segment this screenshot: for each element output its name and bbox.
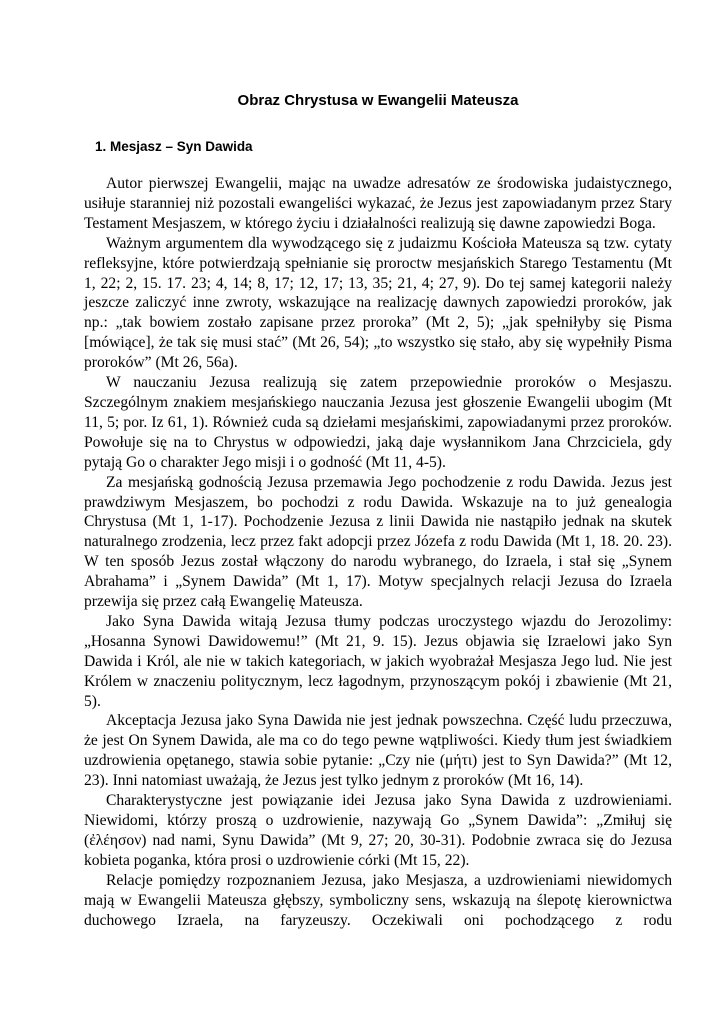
paragraph: Charakterystyczne jest powiązanie idei Jezusa jako Syna Dawida z uzdrowieniami. Niewidomi, którzy proszą o uzdrowienie, nazywają Go „Synem Dawida”: „Zmiłuj się (ἐλέησον) nad nami, Synu Dawida” (Mt 9, 27; 20, 30-31). Podobnie zwraca się do Jezusa kobieta poganka, która prosi o uzdrowienie córki (Mt 15, 22).	[84, 792, 672, 869]
paragraph: Ważnym argumentem dla wywodzącego się z judaizmu Kościoła Mateusza są tzw. cytaty refleksyjne, które potwierdzają spełnianie się proroctw mesjańskich Starego Testamentu (Mt 1, 22; 2, 15. 17. 23; 4, 14; 8, 17; 12, 17; 13, 35; 21, 4; 27, 9). Do tej samej kategorii należy jeszcze zaliczyć inne zwroty, wskazujące na realizację dawnych zapowiedzi proroków, jak np.: „tak bowiem zostało zapisane przez proroka” (Mt 2, 5); „jak spełniłyby się Pisma [mówiące], że tak się musi stać” (Mt 26, 54); „to wszystko się stało, aby się wypełniły Pisma proroków” (Mt 26, 56a).	[84, 234, 672, 372]
paragraph: Autor pierwszej Ewangelii, mając na uwadze adresatów ze środowiska judaistycznego, usiłuje staranniej niż pozostali ewangeliści wykazać, że Jezus jest zapowiadanym przez Stary Testament Mesjaszem, w którego życiu i działalności realizują się dawne zapowiedzi Boga.	[84, 175, 672, 232]
paragraph: Akceptacja Jezusa jako Syna Dawida nie jest jednak powszechna. Część ludu przeczuwa, że jest On Synem Dawida, ale ma co do tego pewne wątpliwości. Kiedy tłum jest świadkiem uzdrowienia opętanego, stawia sobie pytanie: „Czy nie (μήτι) jest to Syn Dawida?” (Mt 12, 23). Inni natomiast uważają, że Jezus jest tylko jednym z proroków (Mt 16, 14).	[84, 712, 672, 790]
paragraph: Jako Syna Dawida witają Jezusa tłumy podczas uroczystego wjazdu do Jerozolimy: „Hosanna Synowi Dawidowemu!” (Mt 21, 9. 15). Jezus objawia się Izraelowi jako Syn Dawida i Król, ale nie w takich kategoriach, w jakich wyobrażał Mesjasza Jego lud. Nie jest Królem w znaczeniu politycznym, lecz łagodnym, przynoszącym pokój i zbawienie (Mt 21, 5).	[84, 612, 672, 710]
section-heading: 1. Mesjasz – Syn Dawida	[95, 139, 253, 154]
document-page	[84, 0, 672, 1024]
page-title: Obraz Chrystusa w Ewangelii Mateusza	[237, 92, 519, 109]
paragraph: Relacje pomiędzy rozpoznaniem Jezusa, jako Mesjasza, a uzdrowieniami niewidomych mają w Ewangelii Mateusza głębszy, symboliczny sens, wskazują na ślepotę kierownictwa duchowego Izraela, na faryzeuszy. Oczekiwali oni pochodzącego z rodu	[84, 871, 672, 929]
body-text	[84, 174, 672, 930]
paragraph: W nauczaniu Jezusa realizują się zatem przepowiednie proroków o Mesjaszu. Szczególnym znakiem mesjańskiego nauczania Jezusa jest głoszenie Ewangelii ubogim (Mt 11, 5; por. Iz 61, 1). Również cuda są dziełami mesjańskimi, zapowiadanymi przez proroków. Powołuje się na to Chrystus w odpowiedzi, jaką daje wysłannikom Jana Chrzciciela, gdy pytają Go o charakter Jego misji i o godność (Mt 11, 4-5).	[84, 374, 672, 471]
paragraph: Za mesjańską godnością Jezusa przemawia Jego pochodzenie z rodu Dawida. Jezus jest prawdziwym Mesjaszem, bo pochodzi z rodu Dawida. Wskazuje na to już genealogia Chrystusa (Mt 1, 1-17). Pochodzenie Jezusa z linii Dawida nie nastąpiło jednak na skutek naturalnego zrodzenia, lecz przez fakt adopcji przez Józefa z rodu Dawida (Mt 1, 18. 20. 23). W ten sposób Jezus został włączony do narodu wybranego, do Izraela, i stał się „Synem Abrahama” i „Synem Dawida” (Mt 1, 17). Motyw specjalnych relacji Jezusa do Izraela przewija się przez całą Ewangelię Mateusza.	[84, 473, 672, 611]
